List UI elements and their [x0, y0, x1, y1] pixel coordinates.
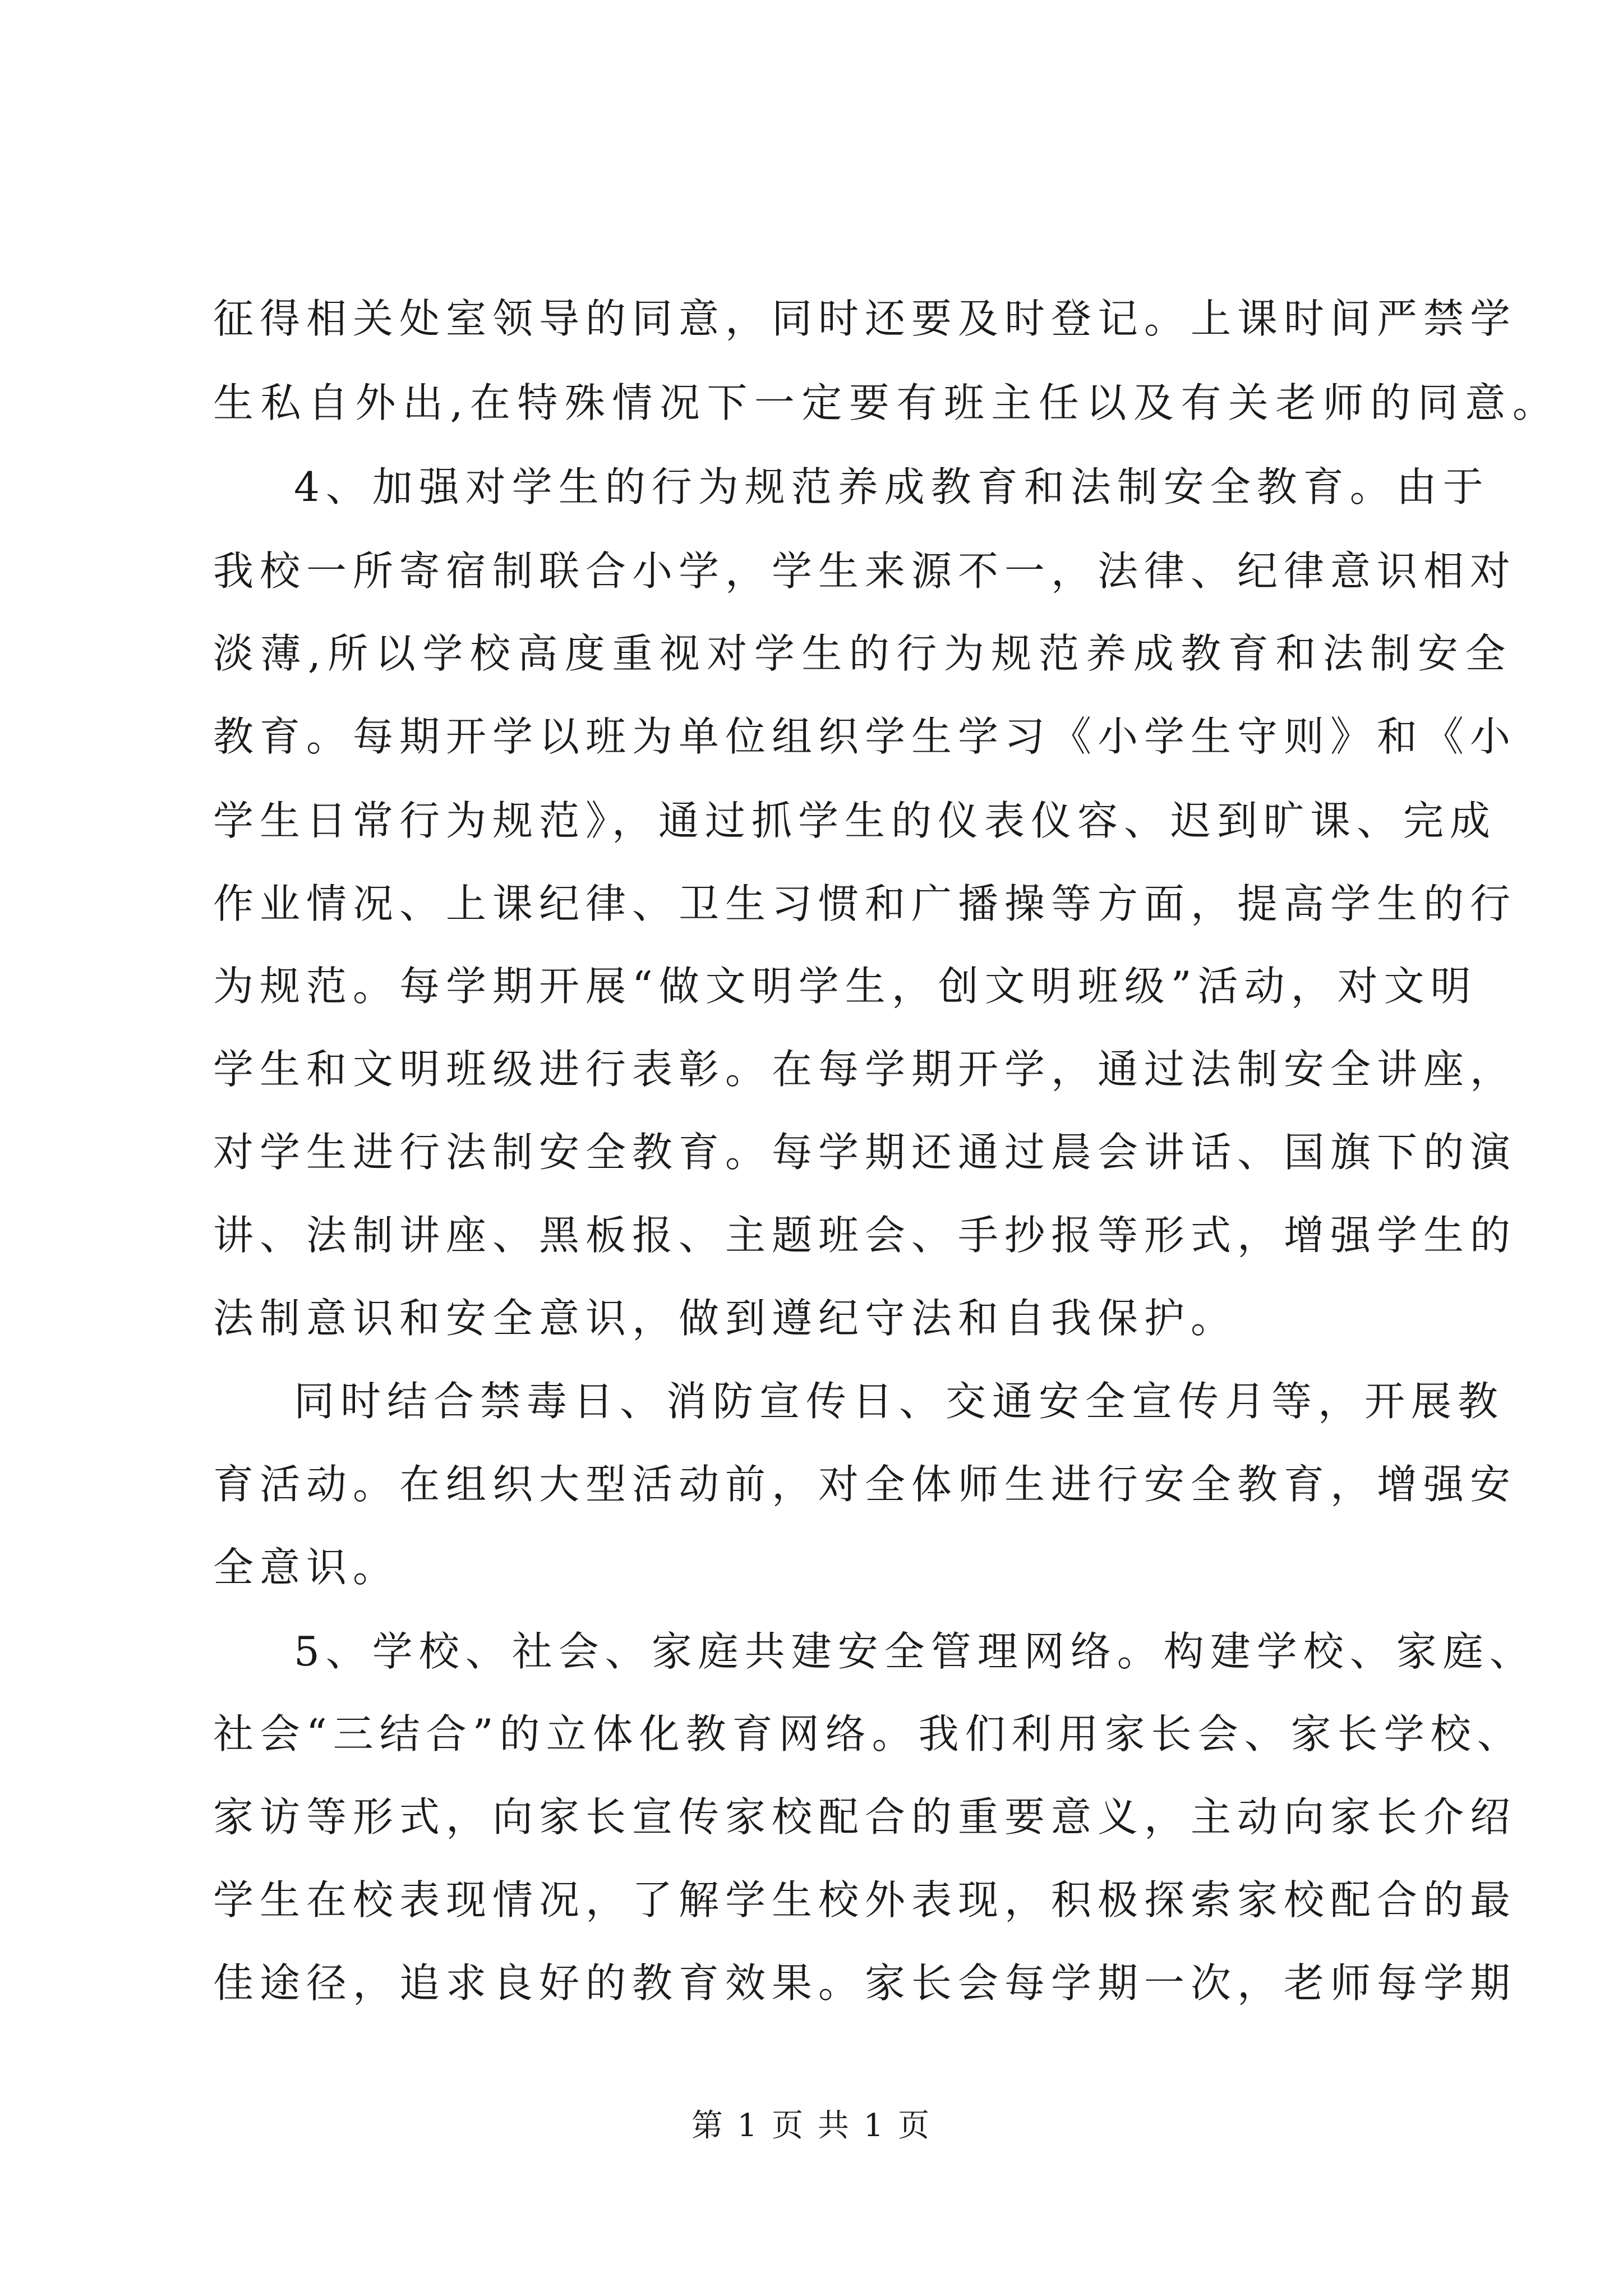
text-line: 社会“三结合”的立体化教育网络。我们利用家长会、家长学校、	[213, 1710, 1524, 1757]
text-line: 家访等形式，向家长宣传家校配合的重要意义，主动向家长介绍	[213, 1793, 1517, 1841]
text-line: 全意识。	[213, 1544, 400, 1591]
text-line: 学生日常行为规范》，通过抓学生的仪表仪容、迟到旷课、完成	[213, 797, 1497, 844]
text-line: 育活动。在组织大型活动前，对全体师生进行安全教育，增强安	[213, 1461, 1517, 1508]
page-number-footer: 第 1 页 共 1 页	[691, 2108, 932, 2144]
paragraph-start-line: 同时结合禁毒日、消防宣传日、交通安全宣传月等，开展教	[294, 1378, 1505, 1425]
text-line: 学生和文明班级进行表彰。在每学期开学，通过法制安全讲座，	[213, 1046, 1517, 1093]
text-line: 讲、法制讲座、黑板报、主题班会、手抄报等形式，增强学生的	[213, 1212, 1517, 1259]
text-line: 作业情况、上课纪律、卫生习惯和广播操等方面，提高学生的行	[213, 880, 1517, 927]
text-line: 淡薄,所以学校高度重视对学生的行为规范养成教育和法制安全	[213, 630, 1513, 677]
paragraph-start-line: 5、学校、社会、家庭共建安全管理网络。构建学校、家庭、	[294, 1628, 1536, 1675]
text-line: 为规范。每学期开展“做文明学生，创文明班级”活动，对文明	[213, 963, 1477, 1010]
paragraph-start-line: 4、加强对学生的行为规范养成教育和法制安全教育。由于	[294, 463, 1490, 510]
text-line: 法制意识和安全意识，做到遵纪守法和自我保护。	[213, 1295, 1238, 1342]
text-line: 征得相关处室领导的同意，同时还要及时登记。上课时间严禁学	[213, 295, 1517, 342]
text-line: 教育。每期开学以班为单位组织学生学习《小学生守则》和《小	[213, 713, 1517, 760]
text-line: 生私自外出,在特殊情况下一定要有班主任以及有关老师的同意。	[213, 379, 1560, 426]
text-line: 学生在校表现情况，了解学生校外表现，积极探索家校配合的最	[213, 1876, 1517, 1924]
text-line: 佳途径，追求良好的教育效果。家长会每学期一次，老师每学期	[213, 1959, 1517, 2007]
text-line: 我校一所寄宿制联合小学，学生来源不一，法律、纪律意识相对	[213, 547, 1517, 595]
text-line: 对学生进行法制安全教育。每学期还通过晨会讲话、国旗下的演	[213, 1129, 1517, 1176]
